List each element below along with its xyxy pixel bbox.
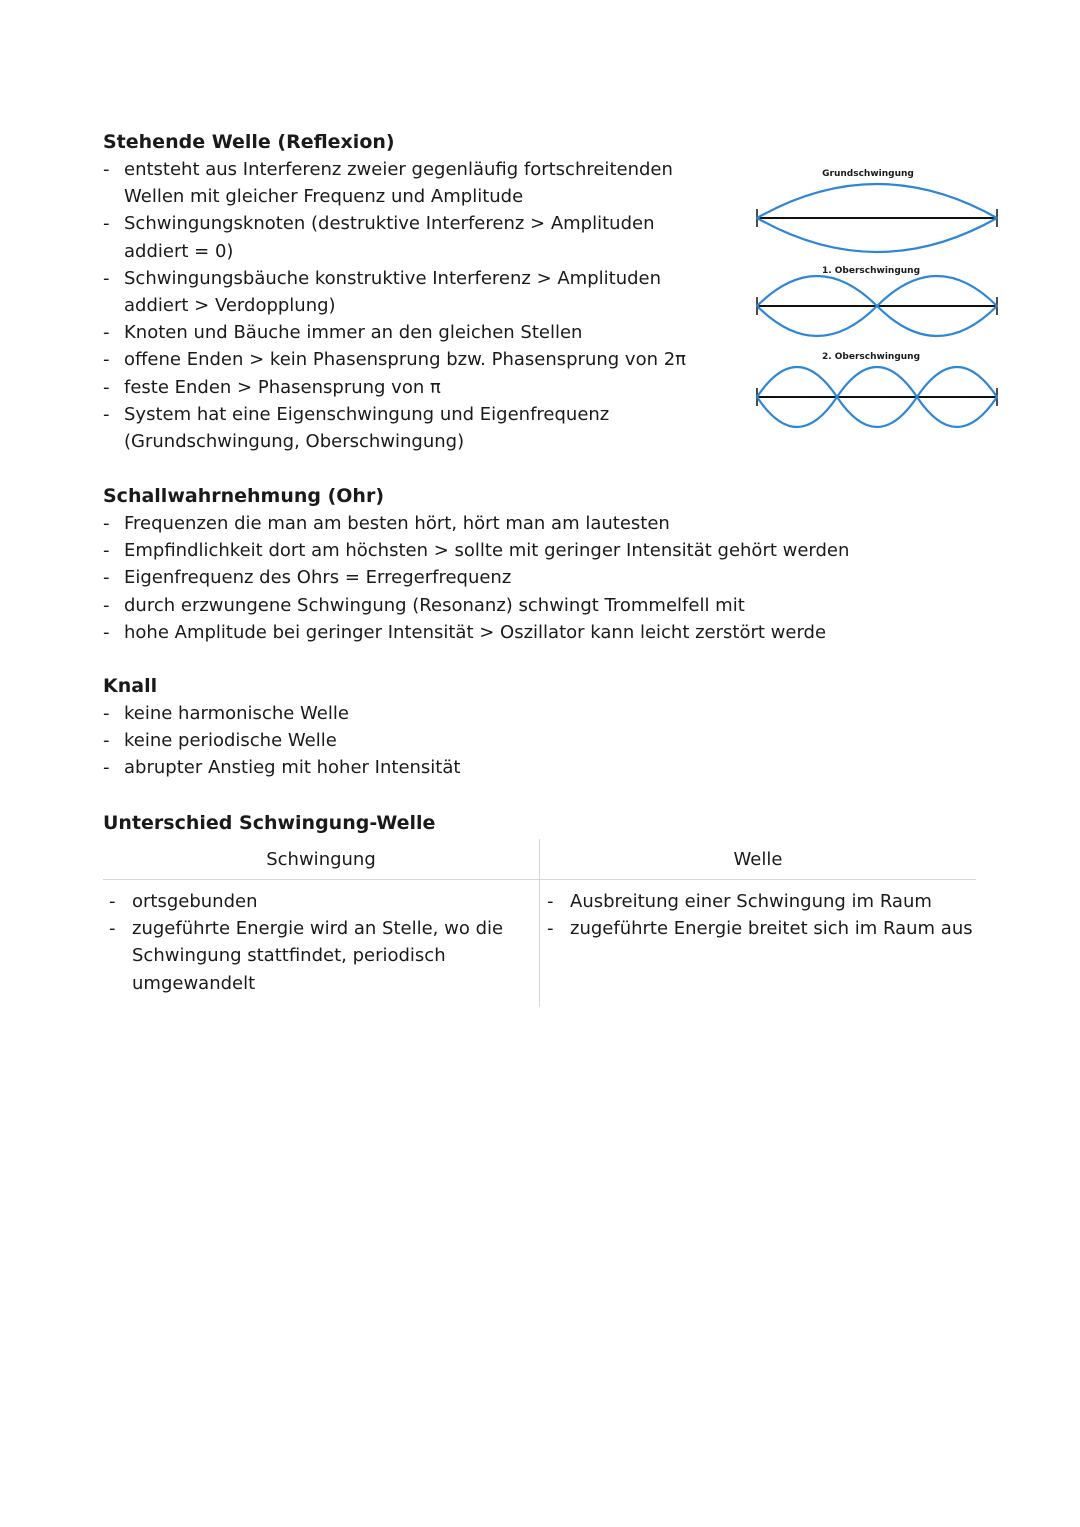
section-unterschied (103, 810, 978, 1007)
section-knall (103, 673, 603, 782)
column-header-welle: Welle (540, 839, 977, 880)
list-item: - keine harmonische Welle (103, 700, 603, 727)
list-item: - abrupter Anstieg mit hoher Intensität (103, 754, 603, 781)
standing-wave-svg (752, 160, 1004, 440)
heading-stehende-welle: Stehende Welle (Reflexion) (103, 131, 395, 153)
list-item: - zugeführte Energie wird an Stelle, wo die Schwingung stattfindet, periodisch umgewandelt (109, 915, 539, 997)
list-item: - Knoten und Bäuche immer an den gleichen Stellen (103, 319, 713, 346)
wave-curve-upper (757, 184, 997, 218)
label-oberschwingung-1: 1. Oberschwingung (821, 266, 921, 276)
comparison-table (103, 839, 976, 1007)
list-item: - System hat eine Eigenschwingung und Eigenfrequenz (Grundschwingung, Oberschwingung) (103, 401, 713, 455)
list-item: - hohe Amplitude bei geringer Intensität > Oszillator kann leicht zerstört werde (103, 619, 903, 646)
wave-oberschwingung-1 (757, 276, 997, 336)
list-item: - Schwingungsbäuche konstruktive Interferenz > Amplituden addiert > Verdopplung) (103, 265, 713, 319)
heading-schallwahrnehmung: Schallwahrnehmung (Ohr) (103, 485, 385, 507)
list-item: - offene Enden > kein Phasensprung bzw. Phasensprung von 2π (103, 346, 713, 373)
section-stehende-welle (103, 129, 713, 455)
table-cell-schwingung (103, 880, 540, 1007)
table-row (103, 880, 976, 1007)
list-item: - Schwingungsknoten (destruktive Interferenz > Amplituden addiert = 0) (103, 210, 713, 264)
list-item: - Empfindlichkeit dort am höchsten > sollte mit geringer Intensität gehört werden (103, 537, 903, 564)
list-item: - Eigenfrequenz des Ohrs = Erregerfrequenz (103, 564, 903, 591)
wave-curve-lower (757, 218, 997, 252)
bullet-list-schallwahrnehmung (103, 510, 903, 646)
list-item: - zugeführte Energie breitet sich im Raum aus (547, 915, 976, 942)
standing-wave-figure (752, 160, 1004, 440)
wave-oberschwingung-2 (757, 367, 997, 427)
heading-knall: Knall (103, 675, 158, 697)
wave-grundschwingung (757, 184, 997, 252)
table-header-row (103, 839, 976, 880)
label-grundschwingung: Grundschwingung (822, 169, 914, 179)
list-item: - feste Enden > Phasensprung von π (103, 374, 713, 401)
list-item: - durch erzwungene Schwingung (Resonanz) schwingt Trommelfell mit (103, 592, 903, 619)
column-header-schwingung: Schwingung (103, 839, 540, 880)
heading-unterschied: Unterschied Schwingung-Welle (103, 812, 436, 834)
list-item: - Frequenzen die man am besten hört, hört man am lautesten (103, 510, 903, 537)
list-item: - Ausbreitung einer Schwingung im Raum (547, 888, 976, 915)
list-item: - entsteht aus Interferenz zweier gegenläufig fortschreitenden Wellen mit gleicher Frequenz und Amplitude (103, 156, 713, 210)
table-cell-welle (540, 880, 977, 1007)
bullet-list-welle (547, 888, 976, 942)
list-item: - ortsgebunden (109, 888, 539, 915)
list-item: - keine periodische Welle (103, 727, 603, 754)
section-schallwahrnehmung (103, 483, 903, 646)
bullet-list-knall (103, 700, 603, 782)
label-oberschwingung-2: 2. Oberschwingung (821, 352, 921, 362)
bullet-list-stehende-welle (103, 156, 713, 455)
bullet-list-schwingung (103, 888, 539, 997)
